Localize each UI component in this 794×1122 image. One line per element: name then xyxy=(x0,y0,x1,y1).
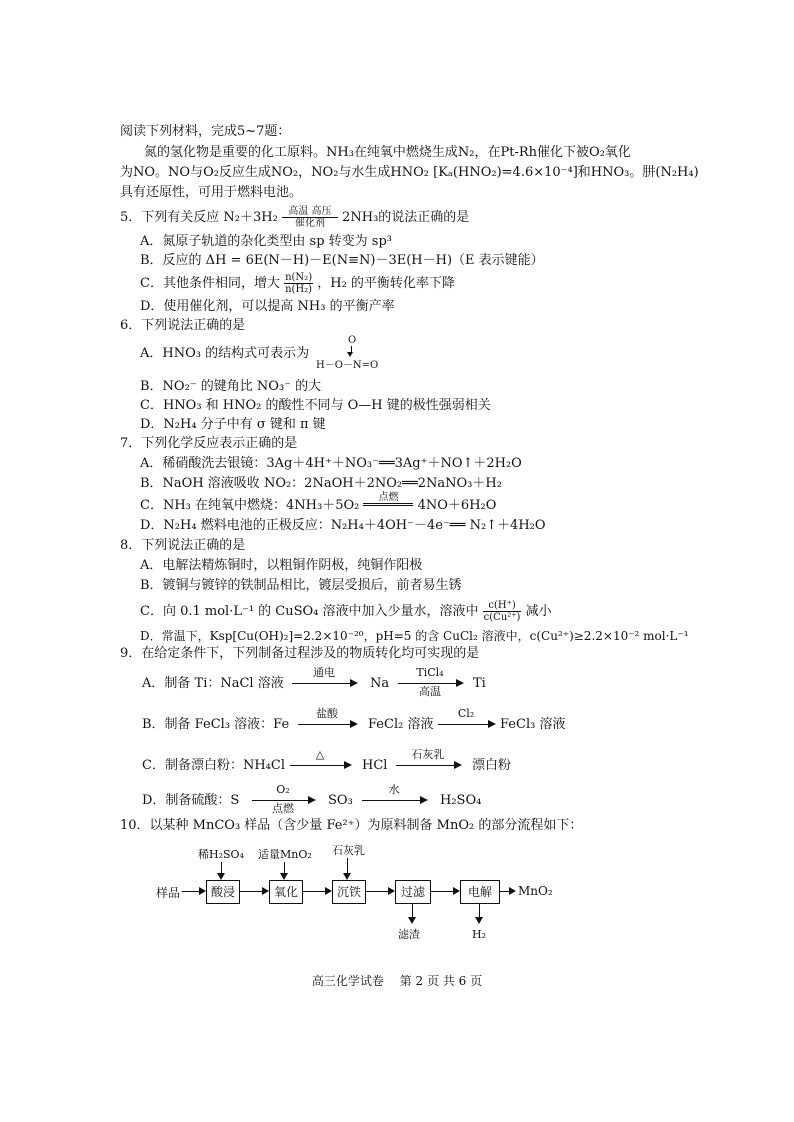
q8-option-b: B．镀铜与镀锌的铁制品相比，镀层受损后，前者易生锈 xyxy=(140,578,462,593)
q9-a-label: A．制备 Ti：NaCl 溶液 xyxy=(142,676,284,691)
reagent-3-line xyxy=(347,858,348,874)
equilibrium-arrow-icon xyxy=(282,217,338,218)
q9-a-mid: Na xyxy=(370,676,390,691)
flow-line xyxy=(240,891,262,892)
q9-a-arrow-2-top: TiCl₄ xyxy=(416,666,444,679)
q9-a-arrow-1 xyxy=(292,667,356,693)
down-arrow-icon xyxy=(408,917,416,924)
q6-option-b: B．NO₂⁻ 的键角比 NO₃⁻ 的大 xyxy=(140,379,322,394)
q9-d-end: H₂SO₄ xyxy=(440,793,482,808)
q7-option-d: D．N₂H₄ 燃料电池的正极反应：N₂H₄＋4OH⁻－4e⁻══ N₂↑＋4H₂O xyxy=(140,518,546,533)
q7-option-c xyxy=(140,492,497,514)
arrow-line xyxy=(398,683,462,684)
q9-d-mid: SO₃ xyxy=(328,793,353,808)
flow-line xyxy=(366,891,388,892)
q5-cond-bot: 催化剂 xyxy=(294,218,325,229)
q9-d-label: D．制备硫酸：S xyxy=(142,793,240,808)
q7-c-post: 4NO＋6H₂O xyxy=(417,498,497,513)
q8-option-a: A．电解法精炼铜时，以粗铜作阴极，纯铜作阳极 xyxy=(140,558,423,573)
q9-b-arrow-2 xyxy=(438,708,494,734)
q5-c-den: n(H₂) xyxy=(285,284,313,295)
q9-b-end: FeCl₃ 溶液 xyxy=(500,717,566,732)
q7-option-b: B．NaOH 溶液吸收 NO₂：2NaOH＋2NO₂══2NaNO₃＋H₂ xyxy=(140,476,502,491)
arrow-line xyxy=(292,683,356,684)
q9-c-arrow-2-top: 石灰乳 xyxy=(411,748,445,761)
flow-step-acid-leach: 酸浸 xyxy=(206,880,240,904)
flow-input: 样品 xyxy=(156,886,181,900)
q5-option-d: D．使用催化剂，可以提高 NH₃ 的平衡产率 xyxy=(140,299,395,314)
right-arrow-icon xyxy=(262,887,269,895)
flow-line xyxy=(182,891,200,892)
arrow-head-icon xyxy=(350,679,358,687)
q9-c-label: C．制备漂白粉：NH₄Cl xyxy=(142,758,285,773)
q8-option-d: D．常温下，Ksp[Cu(OH)₂]=2.2×10⁻²⁰，pH=5 的含 CuCl₂ 溶液中，c(Cu²⁺)≥2.2×10⁻² mol·L⁻¹ xyxy=(140,629,689,643)
intro-line-3: 为NO。NO与O₂反应生成NO₂，NO₂与水生成HNO₂ [Kₐ(HNO₂)=4.6×10⁻⁴]和HNO₃。肼(N₂H₄) xyxy=(120,165,699,180)
right-arrow-icon xyxy=(199,887,206,895)
q9-d-arrow-2 xyxy=(362,784,426,810)
arrow-head-icon xyxy=(420,796,428,804)
q8-c-post: 减小 xyxy=(525,604,552,619)
q6-option-a xyxy=(140,346,309,362)
q5-c-num: n(N₂) xyxy=(285,272,313,283)
intro-line-4: 具有还原性，可用于燃料电池。 xyxy=(120,185,303,200)
q6-stem: 6．下列说法正确的是 xyxy=(120,318,246,333)
q9-b-arrow-2-top: Cl₂ xyxy=(457,707,475,720)
arrow-head-icon xyxy=(488,720,496,728)
flow-step-iron-precip: 沉铁 xyxy=(332,880,366,904)
intro-line-1: 阅读下列材料，完成5~7题： xyxy=(120,124,291,139)
q5-option-a: A．氮原子轨道的杂化类型由 sp 转变为 sp³ xyxy=(140,234,392,249)
q9-stem: 9．在给定条件下，下列制备过程涉及的物质转化均可实现的是 xyxy=(120,646,480,661)
down-arrow-icon xyxy=(475,917,483,924)
q5-stem xyxy=(120,206,469,229)
q9-a-arrow-2 xyxy=(398,667,462,697)
q9-d-arrow-1 xyxy=(252,784,314,814)
arrow-line xyxy=(290,765,350,766)
flow-out-residue: 滤渣 xyxy=(398,928,420,941)
q8-c-num: c(H⁺) xyxy=(483,600,522,612)
q7-c-condition xyxy=(363,492,413,506)
q9-b-label: B．制备 FeCl₃ 溶液：Fe xyxy=(142,717,290,732)
q7-stem: 7．下列化学反应表示正确的是 xyxy=(120,436,298,451)
q6-a-pre: A．HNO₃ 的结构式可表示为 xyxy=(140,346,310,361)
right-arrow-icon xyxy=(325,887,332,895)
dative-arrow-icon xyxy=(347,352,353,357)
arrow-head-icon xyxy=(454,761,462,769)
q8-c-fraction xyxy=(483,600,522,623)
q8-stem: 8．下列说法正确的是 xyxy=(120,538,246,553)
flow-out-h2: H₂ xyxy=(472,928,487,941)
q9-d-arrow-2-top: 水 xyxy=(388,783,400,796)
q6-option-c: C．HNO₃ 和 HNO₂ 的酸性不同与 O—H 键的极性强弱相关 xyxy=(140,398,491,413)
arrow-line xyxy=(298,724,356,725)
intro-line-2: 氮的氢化物是重要的化工原料。NH₃在纯氧中燃烧生成N₂，在Pt-Rh催化下被O₂氧化 xyxy=(144,145,631,160)
q6-struct-formula: H－O－N=O xyxy=(316,360,379,371)
q9-c-arrow-1-top: △ xyxy=(315,748,325,761)
q9-c-arrow-2 xyxy=(396,749,460,775)
arrow-line xyxy=(438,724,494,725)
q8-option-c xyxy=(140,600,552,623)
q9-d-arrow-1-bot: 点燃 xyxy=(272,802,294,815)
q5-c-pre: C．其他条件相同，增大 xyxy=(140,276,280,291)
flow-line xyxy=(303,891,325,892)
q5-option-b: B．反应的 ΔH = 6E(N－H)－E(N≡N)－3E(H－H)（E 表示键能） xyxy=(140,253,544,268)
down-arrow-icon xyxy=(280,873,288,880)
q6-option-d: D．N₂H₄ 分子中有 σ 键和 π 键 xyxy=(140,417,326,432)
q8-c-den: c(Cu²⁺) xyxy=(483,612,521,623)
q8-c-pre: C．向 0.1 mol·L⁻¹ 的 CuSO₄ 溶液中加入少量水，溶液中 xyxy=(140,604,479,619)
q6-struct-o-top: O xyxy=(348,335,357,346)
down-arrow-icon xyxy=(217,873,225,880)
q5-c-fraction xyxy=(284,272,313,295)
q9-b-mid: FeCl₂ 溶液 xyxy=(368,717,434,732)
q9-a-end: Ti xyxy=(473,676,486,691)
q5-stem-post: 2NH₃的说法正确的是 xyxy=(342,210,470,225)
reagent-1: 稀H₂SO₄ xyxy=(198,848,244,861)
right-arrow-icon xyxy=(509,887,516,895)
right-arrow-icon xyxy=(388,887,395,895)
q9-c-mid: HCl xyxy=(362,758,388,773)
arrow-head-icon xyxy=(350,720,358,728)
arrow-head-icon xyxy=(344,761,352,769)
q7-option-a: A．稀硝酸洗去银镜：3Ag＋4H⁺＋NO₃⁻══3Ag⁺＋NO↑＋2H₂O xyxy=(140,456,522,471)
flow-step-electrolysis: 电解 xyxy=(460,880,500,904)
double-line-icon xyxy=(363,503,413,506)
q5-c-post: ，H₂ 的平衡转化率下降 xyxy=(317,276,455,291)
filter-down-line xyxy=(412,904,413,918)
q5-condition-arrow xyxy=(282,206,338,229)
down-arrow-icon xyxy=(343,873,351,880)
q9-c-end: 漂白粉 xyxy=(472,758,512,773)
flow-line xyxy=(431,891,453,892)
q9-d-arrow-1-top: O₂ xyxy=(276,783,290,796)
q7-c-cond: 点燃 xyxy=(378,492,399,503)
q7-c-pre: C．NH₃ 在纯氧中燃烧：4NH₃＋5O₂ xyxy=(140,498,360,513)
q9-a-arrow-2-bot: 高温 xyxy=(419,685,441,698)
q9-b-arrow-1-top: 盐酸 xyxy=(316,707,338,720)
arrow-line xyxy=(362,800,426,801)
flow-product: MnO₂ xyxy=(518,884,553,898)
right-arrow-icon xyxy=(453,887,460,895)
q5-cond-top: 高温 高压 xyxy=(288,206,332,217)
q5-option-c xyxy=(140,272,455,295)
flow-step-oxidation: 氧化 xyxy=(269,880,303,904)
page-footer: 高三化学试卷 第 2 页 共 6 页 xyxy=(311,974,483,988)
electro-down-line xyxy=(479,904,480,918)
arrow-line xyxy=(252,800,314,801)
reagent-2: 适量MnO₂ xyxy=(258,848,312,861)
q9-a-arrow-1-top: 通电 xyxy=(313,666,335,679)
q9-b-arrow-1 xyxy=(298,708,356,734)
q10-stem: 10．以某种 MnCO₃ 样品（含少量 Fe²⁺）为原料制备 MnO₂ 的部分流程如下： xyxy=(120,818,583,833)
reagent-3: 石灰乳 xyxy=(332,844,365,857)
q9-c-arrow-1 xyxy=(290,749,350,775)
arrow-line xyxy=(396,765,460,766)
flow-step-filter: 过滤 xyxy=(395,880,431,904)
q5-stem-pre: 5．下列有关反应 N₂＋3H₂ xyxy=(120,210,278,225)
